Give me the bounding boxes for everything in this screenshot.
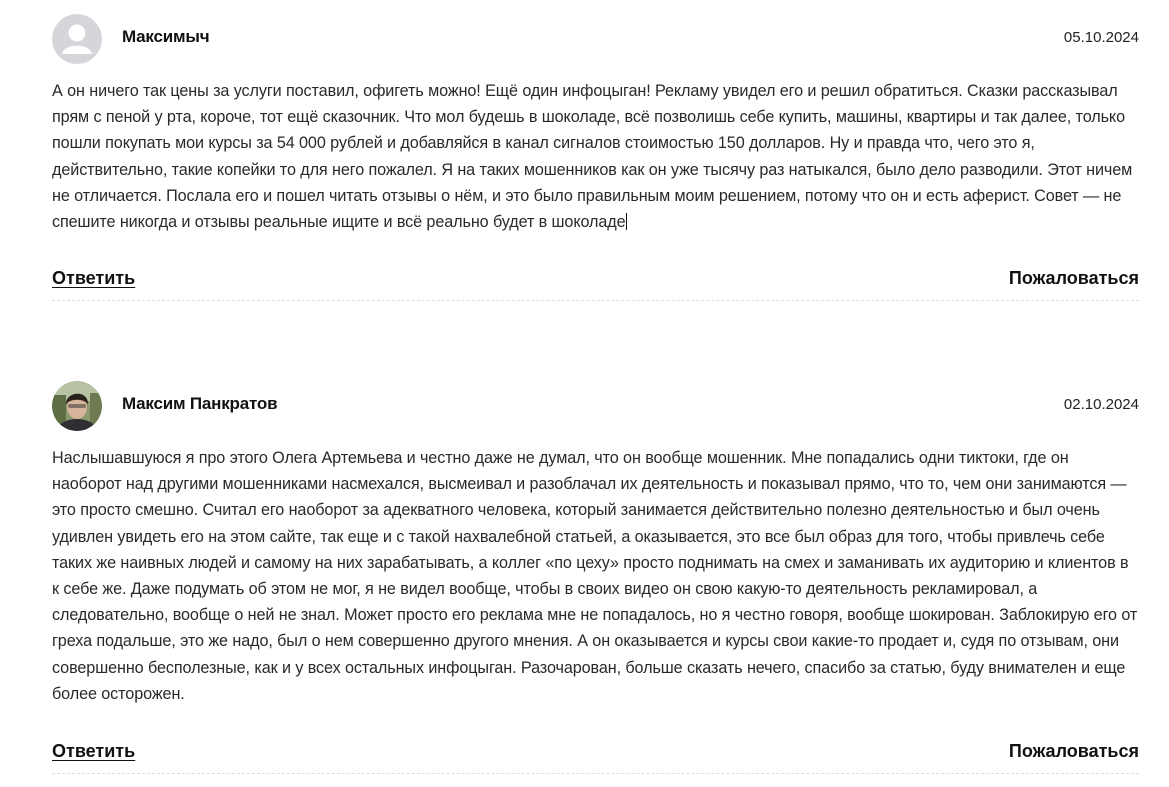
report-button[interactable]: Пожаловаться bbox=[1008, 741, 1139, 762]
comment-divider bbox=[52, 773, 1139, 774]
comment-date: 05.10.2024 bbox=[1063, 29, 1139, 46]
comment-item bbox=[52, 14, 1139, 301]
reply-button[interactable]: Ответить bbox=[52, 741, 136, 762]
default-user-icon bbox=[52, 14, 102, 64]
comment-actions bbox=[52, 268, 1139, 300]
comment-text bbox=[52, 78, 1139, 235]
report-button[interactable]: Пожаловаться bbox=[1008, 268, 1139, 289]
comment-author: Максим Панкратов bbox=[122, 394, 278, 413]
comment-header bbox=[52, 14, 1139, 64]
text-cursor bbox=[626, 213, 627, 230]
comment-item bbox=[52, 381, 1139, 774]
reply-button[interactable]: Ответить bbox=[52, 268, 136, 289]
comment-date: 02.10.2024 bbox=[1063, 396, 1139, 413]
comment-actions bbox=[52, 741, 1139, 773]
comment-author: Максимыч bbox=[122, 27, 210, 46]
comment-divider bbox=[52, 300, 1139, 301]
user-photo-avatar bbox=[52, 381, 102, 431]
comment-text-content: А он ничего так цены за услуги поставил, офигеть можно! Ещё один инфоцыган! Рекламу увидел его и решил обратиться. Сказки рассказывал прям с пеной у рта, короче, тот ещё сказочник. Что мол будешь в шоколаде, всё позволишь себе купить, машины, квартиры и так далее, только пошли покупать мои курсы за 54 000 рублей и добавляйся в канал сигналов стоимостью 150 долларов. Ну и правда что, чего это я, действительно, такие копейки то для него пожалел. Я на таких мошенников как он уже тысячу раз натыкался, было дело разводили. Этот ничем не отличается. Послала его и пошел читать отзывы о нём, и это было правильным моим решением, потому что он и есть аферист. Совет — не спешите никогда и отзывы реальные ищите и всё реально будет в шоколаде bbox=[52, 82, 1133, 232]
comment-header bbox=[52, 381, 1139, 431]
comment-text: Наслышавшуюся я про этого Олега Артемьева и честно даже не думал, что он вообще мошенник. Мне попадались одни тиктоки, где он наоборот над другими мошенниками насмехался, высмеивал и разоблачал их деятельность и показывал прямо, что то, чем они занимаются — это просто смешно. Считал его наоборот за адекватного человека, который занимается действительно полезно деятельностью и был очень удивлен увидеть его на этом сайте, так еще и с такой нахвалебной статьей, а оказывается, это все был образ для того, чтобы привлечь себе таких же наивных людей и самому на них зарабатывать, а коллег «по цеху» просто поднимать на смех и заманивать их аудиторию и клиентов в к себе же. Даже подумать об этом не мог, я не видел вообще, чтобы в своих видео он свою какую-то деятельность рекламировал, а следовательно, вообще о ней не знал. Может просто его реклама мне не попадалось, но я честно говоря, вообще шокирован. Заблокирую его от греха подальше, это же надо, был о нем совершенно другого мнения. А он оказывается и курсы свои какие-то продает и, судя по отзывам, они совершенно бесполезные, как и у всех остальных инфоцыган. Разочарован, больше сказать нечего, спасибо за статью, буду внимателен и еще более осторожен. bbox=[52, 449, 1138, 703]
